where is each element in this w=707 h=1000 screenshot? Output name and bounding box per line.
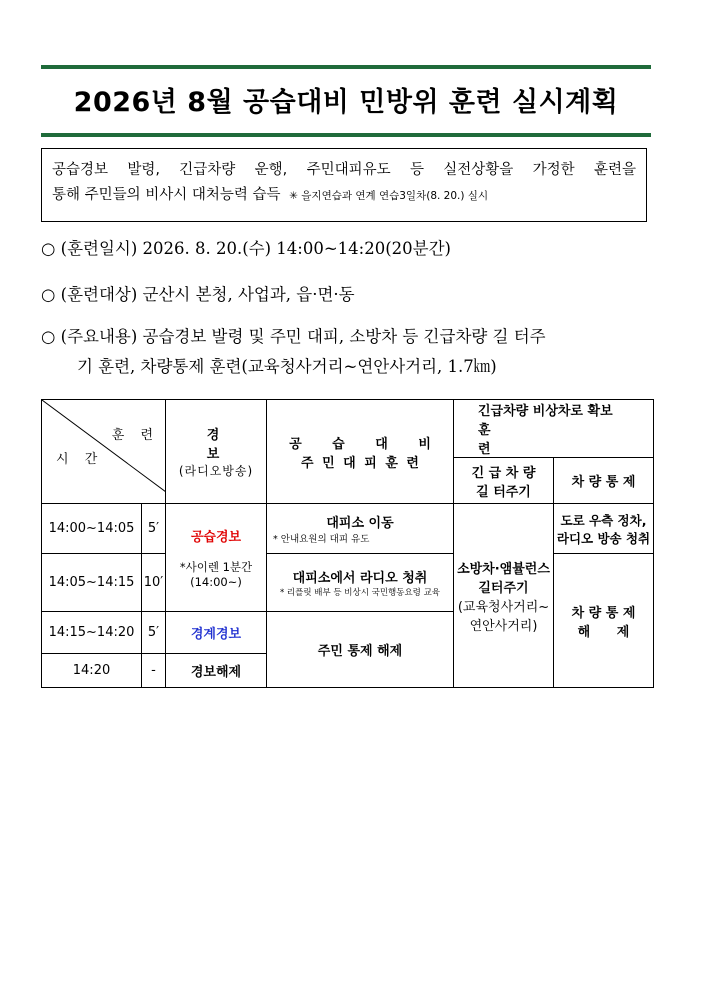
title-rule-top <box>41 65 651 69</box>
alarm-release: 경보해제 <box>166 654 267 688</box>
evac-radio: 대피소에서 라디오 청취 <box>292 571 428 586</box>
traffic-stop-line-1: 도로 우측 정차, <box>560 512 647 528</box>
training-table <box>41 399 654 688</box>
header-training-label: 훈 련 <box>111 428 159 443</box>
evac-move-note: * 안내요원의 대피 유도 <box>273 534 370 545</box>
evac-move-cell <box>267 504 454 554</box>
evac-release: 주민 통제 해제 <box>267 612 454 688</box>
bullet-date: ○ (훈련일시) 2026. 8. 20.(수) 14:00~14:20(20분간) <box>41 239 451 258</box>
header-emergency <box>454 400 654 458</box>
summary-line-1: 공습경보 발령, 긴급차량 운행, 주민대피유도 등 실전상황을 가정한 훈련을 <box>52 162 636 178</box>
header-time-label: 시 간 <box>56 452 104 467</box>
header-evac-line-1: 공 습 대 비 <box>289 436 431 452</box>
row-2-time: 14:05~14:15 <box>42 554 142 612</box>
traffic-stop-cell <box>554 504 654 554</box>
traffic-release-line-2: 해 제 <box>577 624 630 640</box>
traffic-stop-line-2: 라디오 방송 청취 <box>556 530 651 546</box>
row-3-time: 14:15~14:20 <box>42 612 142 654</box>
header-emergency-line-2: 훈 련 <box>478 423 491 457</box>
header-diagonal-line <box>42 400 166 492</box>
evac-radio-note: * 리플릿 배부 등 비상시 국민행동요령 교육 <box>279 588 441 598</box>
clear-way-line-1: 소방차·앰뷸런스 <box>457 561 550 577</box>
summary-line-2-text: 통해 주민들의 비사시 대처능력 습득 <box>52 187 281 203</box>
traffic-release-line-1: 차 량 통 제 <box>571 605 636 621</box>
header-alarm-sub: (라디오방송) <box>178 464 254 478</box>
row-2-duration: 10′ <box>142 554 166 612</box>
alarm-caution: 경계경보 <box>166 612 267 654</box>
bullet-content-line-2: 기 훈련, 차량통제 훈련(교육청사거리~연안사거리, 1.7㎞) <box>77 357 497 376</box>
header-diagonal-cell <box>42 400 166 504</box>
evac-move: 대피소 이동 <box>326 516 394 531</box>
row-4-duration: - <box>142 654 166 688</box>
alarm-attack-cell <box>166 504 267 612</box>
row-1-duration: 5′ <box>142 504 166 554</box>
row-4-time: 14:20 <box>42 654 142 688</box>
bullet-target: ○ (훈련대상) 군산시 본청, 사업과, 읍·면·동 <box>41 285 355 304</box>
alarm-attack: 공습경보 <box>190 530 242 545</box>
clear-way-line-2: 길터주기 <box>478 580 529 596</box>
clear-way-line-4: 연안사거리) <box>469 618 538 634</box>
page-title: 2026년 8월 공습대비 민방위 훈련 실시계획 <box>73 87 619 118</box>
clear-way-cell <box>454 504 554 688</box>
alarm-siren: *사이렌 1분간 <box>179 560 253 574</box>
summary-box <box>41 148 647 222</box>
traffic-release-cell <box>554 554 654 688</box>
header-alarm <box>166 400 267 504</box>
alarm-siren-time: (14:00~) <box>190 575 242 589</box>
header-evac-line-2: 주 민 대 피 훈 련 <box>301 455 419 471</box>
header-clear-way-line-1: 긴 급 차 량 <box>471 465 536 481</box>
row-1-time: 14:00~14:05 <box>42 504 142 554</box>
summary-line-2 <box>52 183 636 209</box>
header-emergency-line-1: 긴급차량 비상차로 확보 <box>478 404 613 419</box>
bullet-content <box>41 322 661 382</box>
clear-way-line-3: (교육청사거리~ <box>457 599 550 615</box>
evac-radio-cell <box>267 554 454 612</box>
header-alarm-label: 경 보 <box>206 428 240 462</box>
summary-note: ✳ 을지연습과 연계 연습3일차(8. 20.) 실시 <box>289 190 489 202</box>
row-3-duration: 5′ <box>142 612 166 654</box>
header-clear-way-line-2: 길 터주기 <box>476 484 531 500</box>
header-clear-way <box>454 458 554 504</box>
title-rule-bottom <box>41 133 651 137</box>
header-evacuation <box>267 400 454 504</box>
header-traffic: 차 량 통 제 <box>554 458 654 504</box>
bullet-content-line-1: ○ (주요내용) 공습경보 발령 및 주민 대피, 소방차 등 긴급차량 길 터주 <box>41 327 546 346</box>
